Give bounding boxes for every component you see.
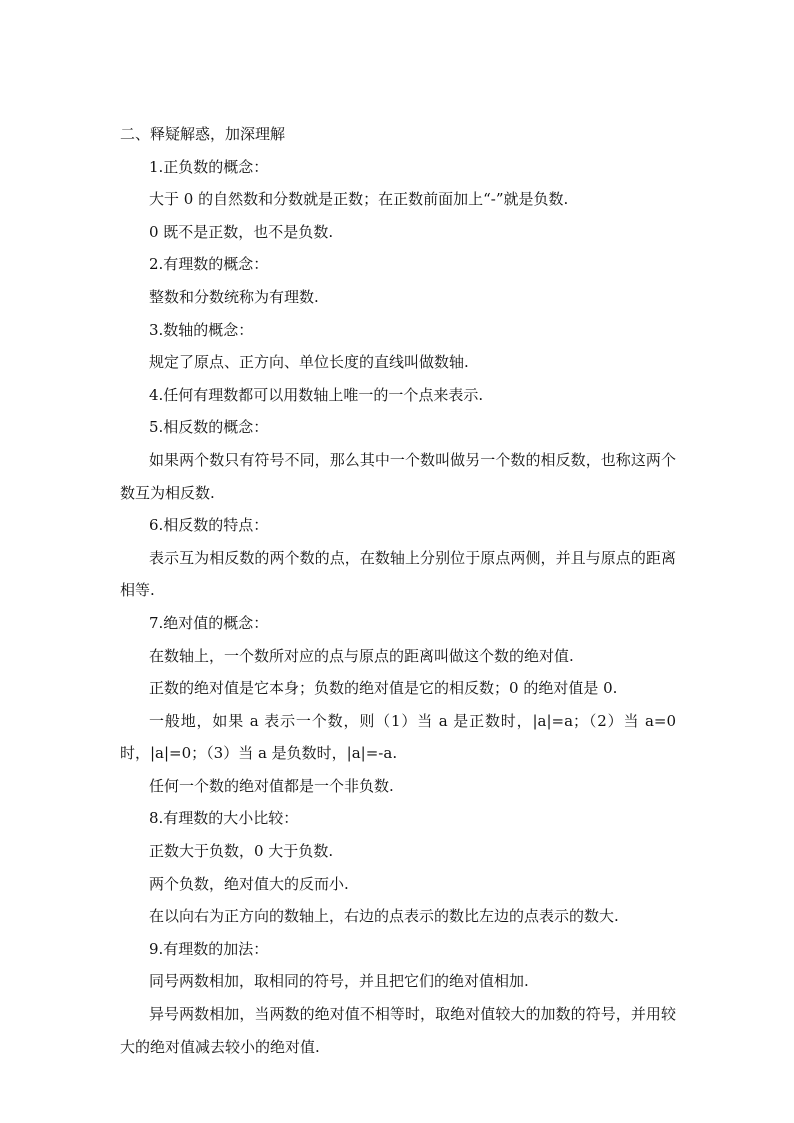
paragraph-wrapped: 异号两数相加，当两数的绝对值不相等时，取绝对值较大的加数的符号，并用较大的绝对值减去较小的绝对值.	[120, 1005, 676, 1056]
heading-number-line: 3.数轴的概念：	[149, 320, 254, 339]
paragraph-line: 任何一个数的绝对值都是一个非负数.	[149, 776, 394, 795]
paragraph-line: 规定了原点、正方向、单位长度的直线叫做数轴.	[149, 353, 469, 372]
paragraph-line: 同号两数相加，取相同的符号，并且把它们的绝对值相加.	[149, 972, 529, 991]
heading-comparison: 8.有理数的大小比较：	[149, 809, 299, 828]
document-body	[120, 118, 676, 1063]
section-title: 二、释疑解惑，加深理解	[120, 125, 286, 143]
paragraph-line: 在数轴上，一个数所对应的点与原点的距离叫做这个数的绝对值.	[149, 646, 574, 665]
heading-positive-negative: 1.正负数的概念：	[149, 157, 269, 176]
paragraph-line: 大于 0 的自然数和分数就是正数；在正数前面加上“-”就是负数.	[149, 190, 569, 209]
paragraph-wrapped: 如果两个数只有符号不同，那么其中一个数叫做另一个数的相反数，也称这两个数互为相反数.	[120, 450, 676, 502]
heading-point-representation: 4.任何有理数都可以用数轴上唯一的一个点来表示.	[149, 385, 484, 404]
paragraph-line: 正数大于负数，0 大于负数.	[149, 842, 334, 861]
paragraph-line: 在以向右为正方向的数轴上，右边的点表示的数比左边的点表示的数大.	[149, 907, 619, 926]
heading-opposite-number: 5.相反数的概念：	[149, 418, 269, 437]
heading-absolute-value: 7.绝对值的概念：	[149, 613, 269, 632]
paragraph-line: 两个负数，绝对值大的反而小.	[149, 874, 349, 893]
paragraph-line: 整数和分数统称为有理数.	[149, 287, 319, 306]
heading-opposite-features: 6.相反数的特点：	[149, 516, 269, 535]
heading-rational-number: 2.有理数的概念：	[149, 255, 269, 274]
paragraph-line: 正数的绝对值是它本身；负数的绝对值是它的相反数；0 的绝对值是 0.	[149, 679, 618, 698]
paragraph-wrapped: 一般地，如果 a 表示一个数，则（1）当 a 是正数时，|a|=a；（2）当 a=0 时，|a|=0；（3）当 a 是负数时，|a|=-a.	[120, 711, 676, 763]
paragraph-wrapped: 表示互为相反数的两个数的点，在数轴上分别位于原点两侧，并且与原点的距离相等.	[120, 548, 676, 600]
heading-addition: 9.有理数的加法：	[149, 939, 269, 958]
paragraph-line: 0 既不是正数，也不是负数.	[149, 222, 334, 241]
